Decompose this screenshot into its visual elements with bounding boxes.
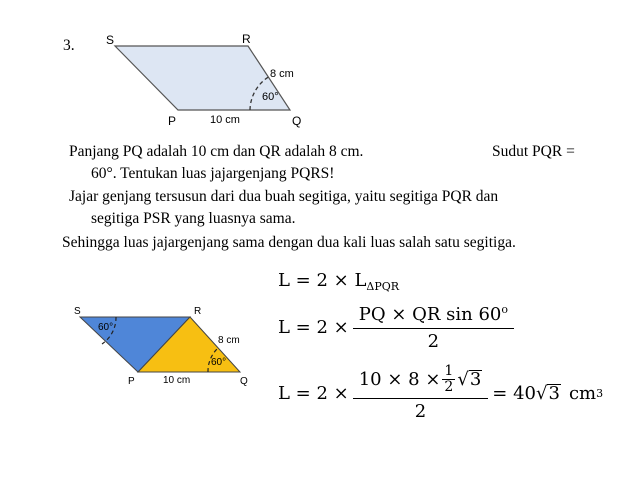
formula-3-denominator: 2: [414, 401, 427, 422]
side-qr-label: 8 cm: [270, 68, 294, 80]
formula-2-denominator: 2: [427, 331, 440, 352]
vertex-s: S: [106, 33, 115, 47]
solution-line2: segitiga PSR yang luasnya sama.: [91, 210, 296, 227]
side-pq-label: 10 cm: [210, 114, 240, 126]
formula-3: L = 2 × 10 × 8 × $\frac{1}{2}$ √ 3 2 = 40 √ 3 cm 3: [278, 363, 604, 422]
formula-2-fraction: [353, 303, 514, 352]
side-pq-label: 10 cm: [163, 375, 191, 386]
vertex-s: S: [74, 306, 81, 317]
statement-angle: Sudut PQR =: [492, 143, 575, 160]
formula-1: [278, 270, 399, 293]
formula-1-lhs: L = 2 × L: [278, 270, 367, 291]
side-qr-label: 8 cm: [218, 335, 240, 346]
formula-2-numerator: PQ × QR sin 60: [358, 304, 502, 325]
vertex-r: R: [242, 32, 251, 46]
formula-3-result: = 40: [492, 382, 536, 404]
vertex-q: Q: [240, 376, 248, 387]
formula-3-numerator-a: 10 × 8 ×: [358, 369, 441, 390]
half-fraction: [442, 364, 455, 395]
formula-3-unit: cm: [568, 382, 597, 404]
formula-2: [278, 303, 518, 352]
formula-1-sub: ΔPQR: [366, 280, 400, 293]
statement-line1: Panjang PQ adalah 10 cm dan QR adalah 8 cm.: [69, 143, 364, 160]
problem-number: 3.: [63, 37, 75, 54]
vertex-p: P: [168, 114, 177, 128]
solution-line3: Sehingga luas jajargenjang sama dengan dua kali luas salah satu segitiga.: [62, 234, 516, 251]
vertex-p: P: [128, 376, 135, 387]
formula-2-degree: o: [501, 303, 508, 316]
formula-2-lhs: L = 2 ×: [278, 317, 349, 338]
formula-3-sqrt: 3: [469, 369, 482, 390]
parallelogram-figure: [100, 28, 320, 128]
formula-3-fraction: 10 × 8 × $\frac{1}{2}$ √ 3 2: [353, 364, 489, 422]
split-parallelogram-figure: [68, 302, 268, 392]
half-denominator: 2: [444, 379, 454, 395]
angle-s-label: 60°: [98, 322, 114, 333]
vertex-q: Q: [292, 114, 302, 128]
solution-line1: Jajar genjang tersusun dari dua buah segitiga, yaitu segitiga PQR dan: [69, 188, 499, 205]
vertex-r: R: [194, 306, 202, 317]
angle-label: 60°: [262, 91, 279, 103]
formula-3-unit-sup: 3: [596, 386, 604, 400]
half-numerator: 1: [444, 363, 454, 379]
statement-line2: 60°. Tentukan luas jajargenjang PQRS!: [91, 165, 335, 182]
angle-q-label: 60°: [211, 357, 227, 368]
formula-3-lhs: L = 2 ×: [278, 382, 349, 404]
formula-3-result-sqrt: 3: [548, 382, 560, 404]
